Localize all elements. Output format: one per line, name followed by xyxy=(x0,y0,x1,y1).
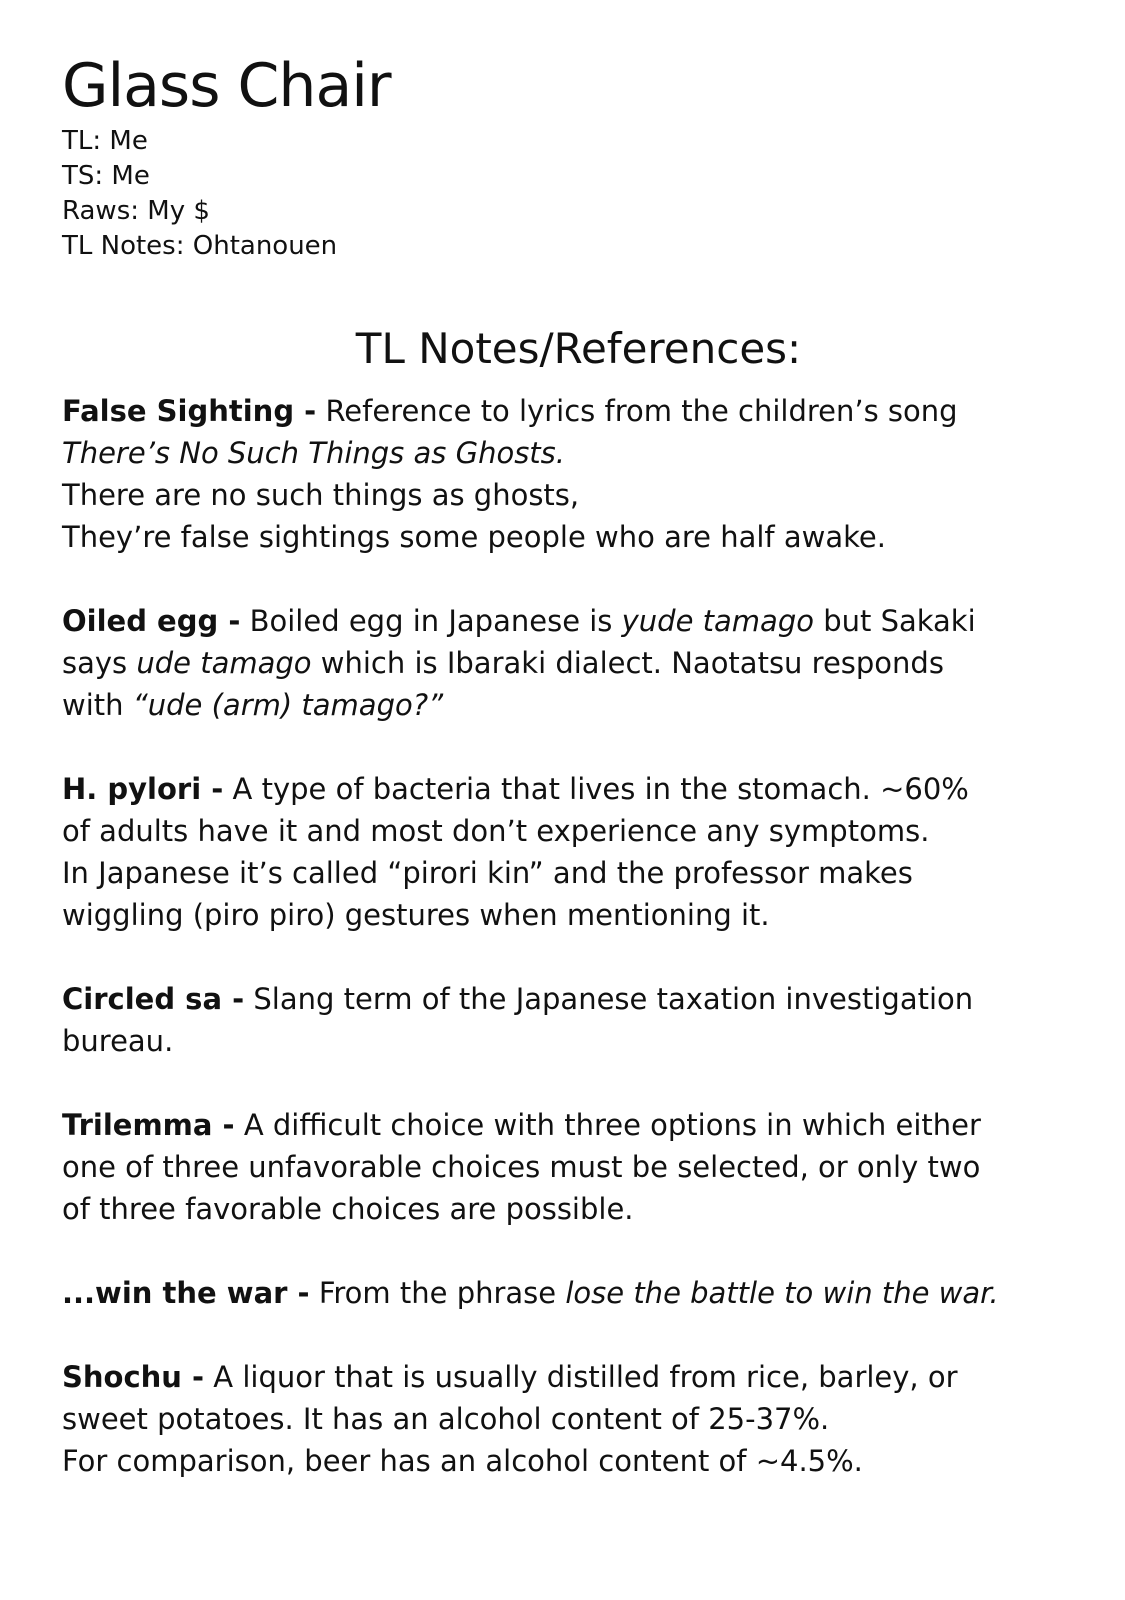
note-text: but Sakaki xyxy=(823,604,976,638)
note-text: A liquor that is usually distilled from rice, barley, or xyxy=(213,1360,958,1394)
note-text: says xyxy=(62,646,128,680)
note-term: Shochu - xyxy=(62,1360,205,1394)
note-text: wiggling (piro piro) gestures when mentioning it. xyxy=(62,898,770,932)
note-text: which is Ibaraki dialect. Naotatsu responds xyxy=(320,646,944,680)
note-text: with xyxy=(62,688,124,722)
credit-tl-notes: TL Notes: Ohtanouen xyxy=(62,231,338,261)
note-oiled-egg xyxy=(62,600,1065,726)
note-term: False Sighting - xyxy=(62,394,317,428)
note-win-the-war xyxy=(62,1272,1065,1314)
note-line xyxy=(62,978,1065,1020)
note-line xyxy=(62,1356,1065,1398)
note-italic: ude tamago xyxy=(136,646,312,680)
note-line xyxy=(62,1104,1065,1146)
note-text: A type of bacteria that lives in the stomach. ~60% xyxy=(232,772,969,806)
note-text: of adults have it and most don’t experience any symptoms. xyxy=(62,814,930,848)
note-text: Slang term of the Japanese taxation investigation xyxy=(253,982,974,1016)
note-text: For comparison, beer has an alcohol content of ~4.5%. xyxy=(62,1444,863,1478)
credits xyxy=(62,124,1065,264)
note-h-pylori xyxy=(62,768,1065,936)
credit-tl: TL: Me xyxy=(62,126,148,156)
note-false-sighting xyxy=(62,390,1065,558)
note-line xyxy=(62,600,1065,642)
note-line xyxy=(62,642,1065,684)
credit-ts: TS: Me xyxy=(62,161,150,191)
note-text: From the phrase xyxy=(318,1276,557,1310)
note-term: Circled sa - xyxy=(62,982,245,1016)
note-line xyxy=(62,390,1065,432)
section-heading: TL Notes/References: xyxy=(355,324,802,373)
note-term: ...win the war - xyxy=(62,1276,310,1310)
note-line xyxy=(62,684,1065,726)
note-text: Boiled egg in Japanese is xyxy=(249,604,613,638)
note-text: Reference to lyrics from the children’s song xyxy=(325,394,958,428)
note-term: H. pylori - xyxy=(62,772,224,806)
note-text: A difficult choice with three options in which either xyxy=(243,1108,981,1142)
note-circled-sa xyxy=(62,978,1065,1062)
note-italic: yude tamago xyxy=(621,604,814,638)
note-trilemma xyxy=(62,1104,1065,1230)
note-text: sweet potatoes. It has an alcohol content of 25-37%. xyxy=(62,1402,830,1436)
note-line xyxy=(62,1272,1065,1314)
note-italic: lose the battle to win the war. xyxy=(565,1276,999,1310)
note-text: bureau. xyxy=(62,1024,174,1058)
note-term: Oiled egg - xyxy=(62,604,241,638)
note-text: of three favorable choices are possible. xyxy=(62,1192,634,1226)
note-line xyxy=(62,768,1065,810)
note-shochu xyxy=(62,1356,1065,1482)
note-italic: “ude (arm) tamago?” xyxy=(132,688,444,722)
page-title: Glass Chair xyxy=(62,51,391,121)
note-text: They’re false sightings some people who are half awake. xyxy=(62,520,886,554)
note-text: There are no such things as ghosts, xyxy=(62,478,580,512)
credit-raws: Raws: My $ xyxy=(62,196,210,226)
note-term: Trilemma - xyxy=(62,1108,235,1142)
note-text: one of three unfavorable choices must be selected, or only two xyxy=(62,1150,981,1184)
note-text: In Japanese it’s called “pirori kin” and the professor makes xyxy=(62,856,913,890)
song-title: There’s No Such Things as Ghosts. xyxy=(62,436,565,470)
